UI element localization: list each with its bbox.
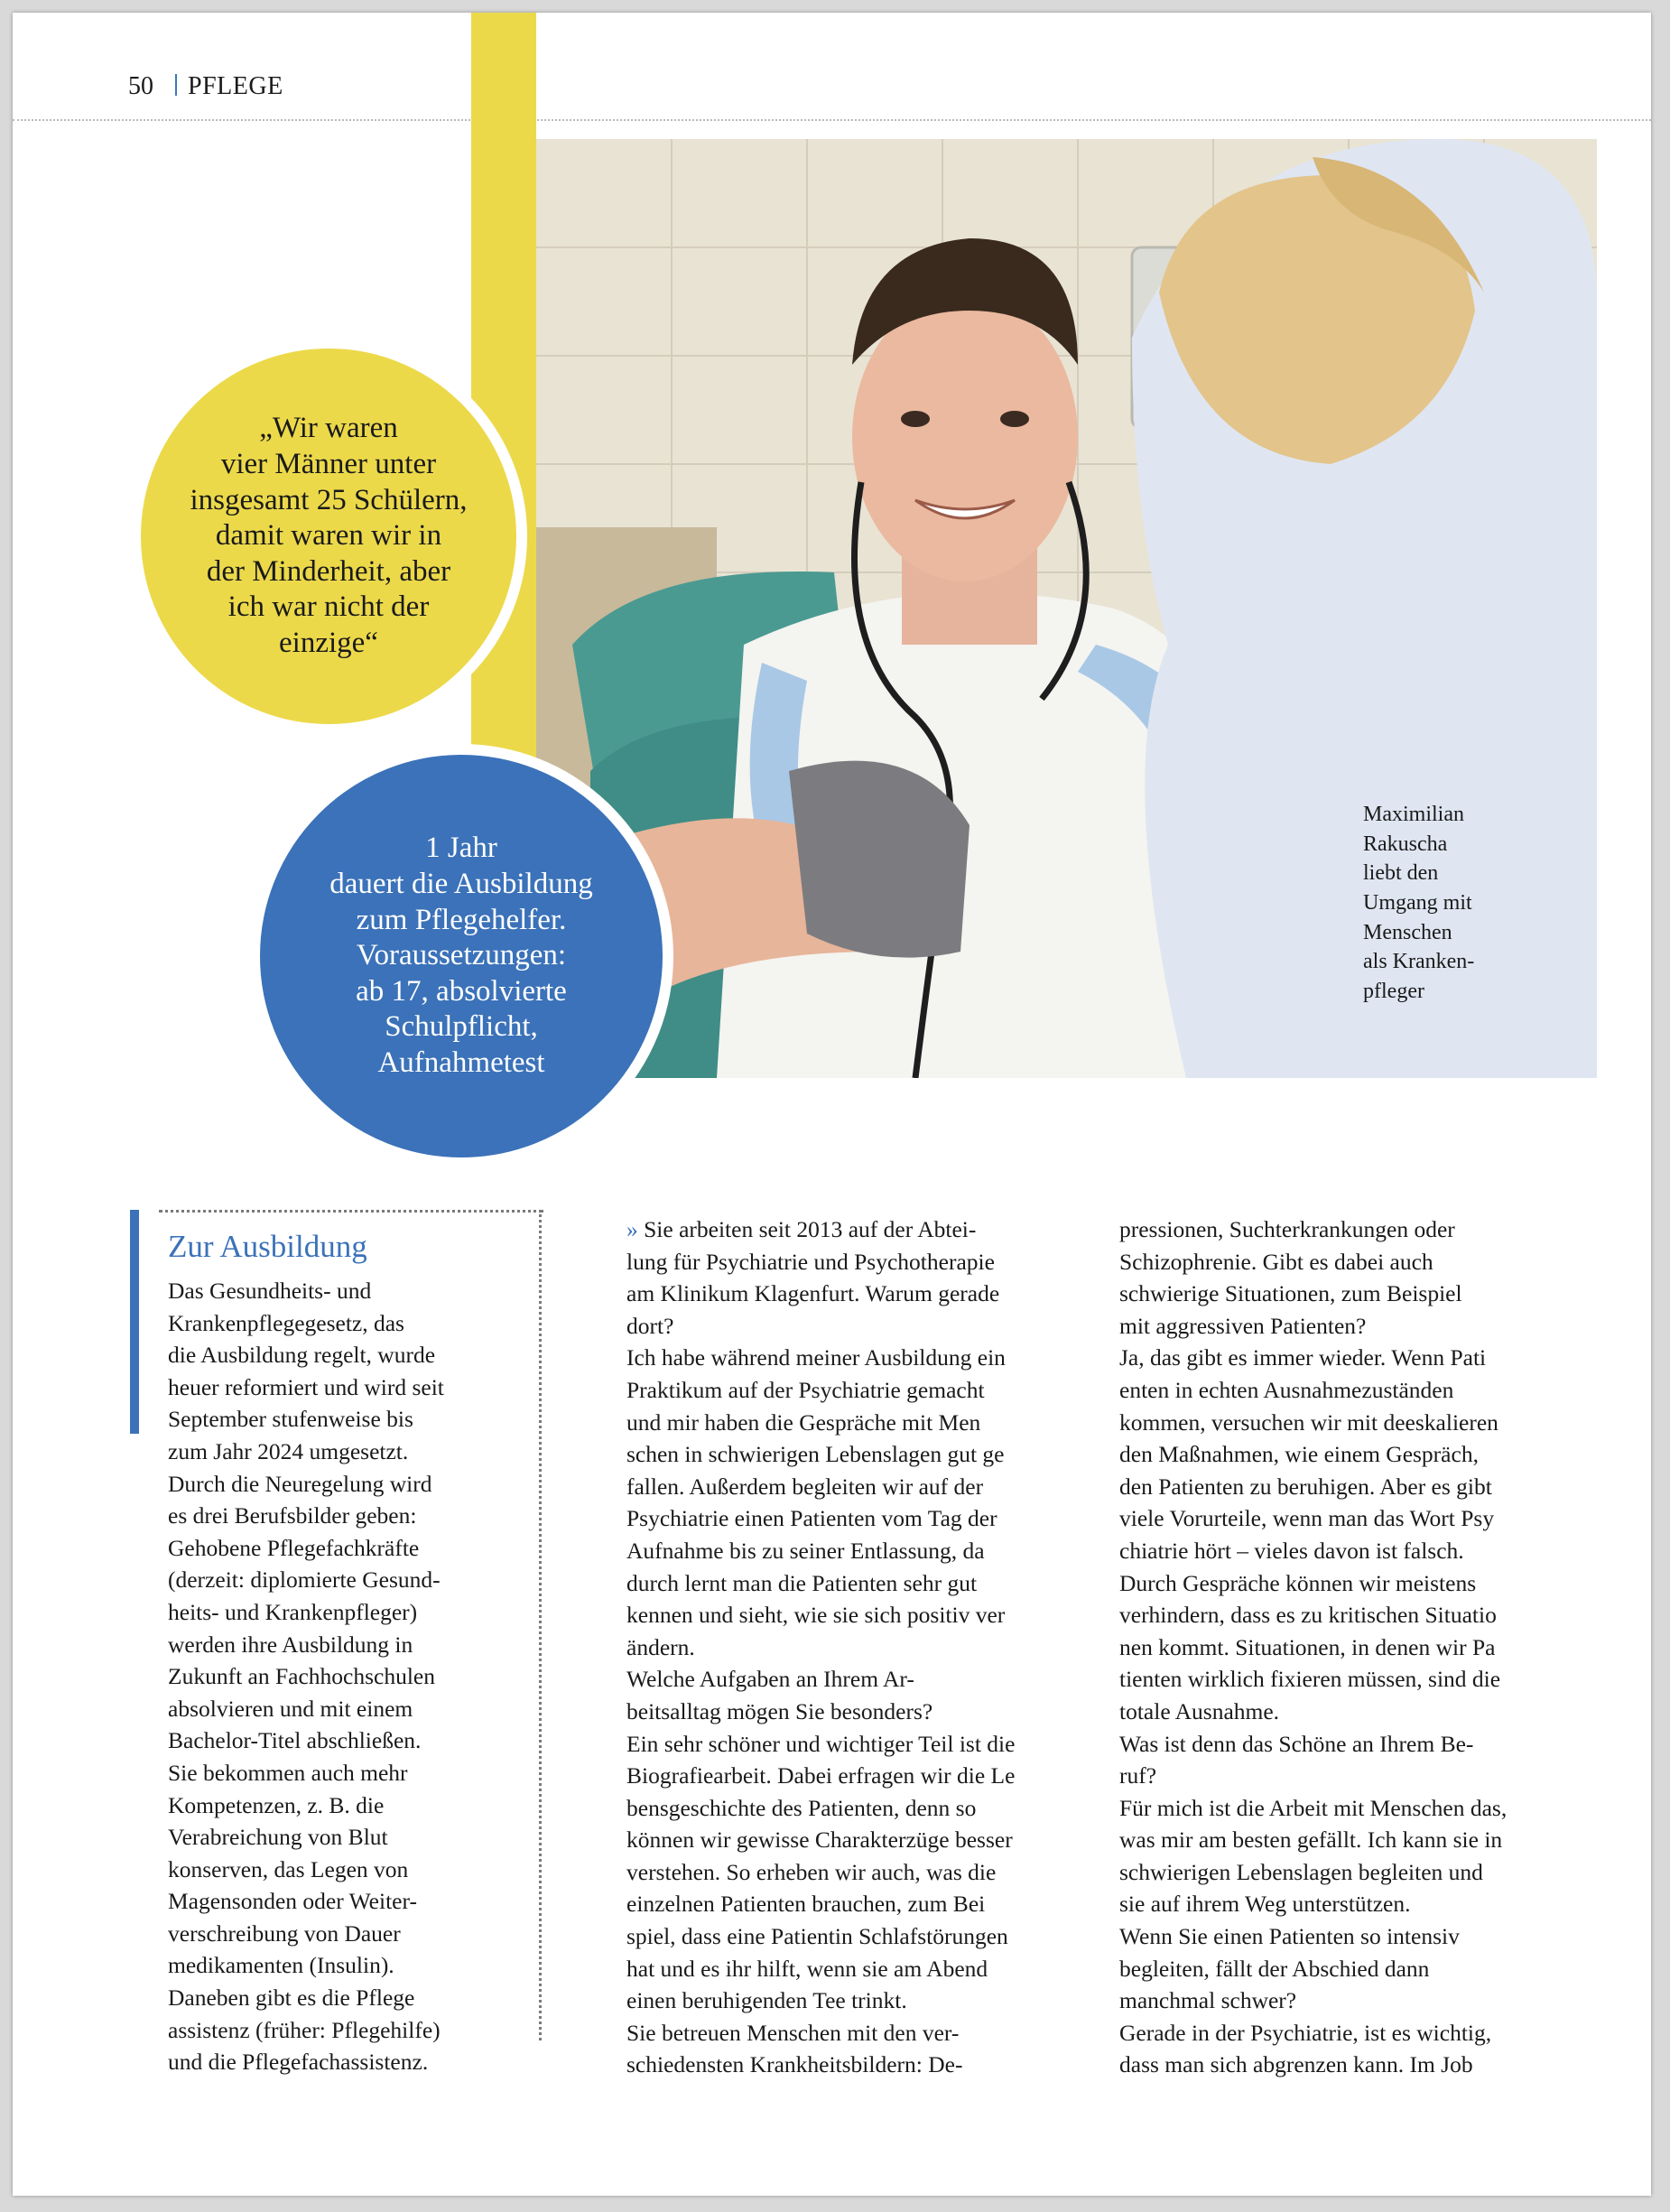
infobox-top-border [159,1210,543,1213]
photo-caption: Maximilian Rakuscha liebt den Umgang mit Menschen als Kranken- pfleger [1363,803,1475,1003]
question-marker: » [626,1216,638,1242]
article-column-2 [626,1213,1114,2081]
magazine-page [13,13,1651,2196]
infobox-body: Das Gesundheits- und Krankenpflegegesetz, das die Ausbildung regelt, wurde heuer reformiert und wird seit September stufenweise bis zum Jahr 2024 umgesetzt. Durch die Neuregelung wird es drei Berufsbilder geben: Gehobene Pflegefachkräfte (derzeit: diplomierte Gesund- heits- und Krankenpfleger) werden ihre Ausbildung in Zukunft an Fachhochschulen absolvieren und mit einem Bachelor-Titel abschließen. Sie bekommen auch mehr Kompetenzen, z. B. die Verabreichung von Blut konserven, das Legen von Magensonden oder Weiter- verschreibung von Dauer medikamenten (Insulin). Daneben gibt es die Pflege assistenz (früher: Pflegehilfe) und die Pflegefachassistenz. [168,1278,444,2076]
article-column-2-text: Sie arbeiten seit 2013 auf der Abtei- lung für Psychiatrie und Psychotherapie am Klinikum Klagenfurt. Warum gerade dort? Ich habe während meiner Ausbildung ein Praktikum auf der Psychiatrie gemacht und mir haben die Gespräche mit Men schen in schwierigen Lebenslagen gut ge fallen. Außerdem begleiten wir auf der Psychiatrie einen Patienten vom Tag der Aufnahme bis zu seiner Entlassung, da durch lernt man die Patienten sehr gut kennen und sieht, wie sie sich positiv ver ändern. Welche Aufgaben an Ihrem Ar- beitsalltag mögen Sie besonders? Ein sehr schöner und wichtiger Teil ist die Biografiearbeit. Dabei erfragen wir die Le bensgeschichte des Patienten, denn so können wir gewisse Charakterzüge besser verstehen. So erheben wir auch, was die einzelnen Patienten brauchen, zum Bei spiel, dass eine Patientin Schlafstörungen hat und es ihr hilft, wenn sie am Abend einen beruhigenden Tee trinkt. Sie betreuen Menschen mit den ver- schiedensten Krankheitsbildern: De- [626,1216,1016,2078]
infobox-accent-bar [130,1210,139,1434]
page-header [13,13,1651,121]
pull-quote: „Wir waren vier Männer unter insgesamt 25 Schülern, damit waren wir in der Minderheit, aber ich war nicht der einzige“ [190,412,468,659]
fact-circle [249,744,673,1168]
article-column-3: pressionen, Suchterkrankungen oder Schizophrenie. Gibt es dabei auch schwierige Situationen, zum Beispiel mit aggressiven Patienten? Ja, das gibt es immer wieder. Wenn Pati enten in echten Ausnahmezuständen kommen, versuchen wir mit deeskalieren den Maßnahmen, wie einem Gespräch, den Patienten zu beruhigen. Aber es gibt viele Vorurteile, wenn man das Wort Psy chiatrie hört – vieles davon ist falsch. Durch Gespräche können wir meistens verhindern, dass es zu kritischen Situatio nen kommt. Situationen, in denen wir Pa tienten wirklich fixieren müssen, sind die totale Ausnahme. Was ist denn das Schöne an Ihrem Be- ruf? Für mich ist die Arbeit mit Menschen das, was mir am besten gefällt. Ich kann sie in schwierigen Lebenslagen begleiten und sie auf ihrem Weg unterstützen. Wenn Sie einen Patienten so intensiv begleiten, fällt der Abschied dann manchmal schwer? Gerade in der Psychiatrie, ist es wichtig, dass man sich abgrenzen kann. Im Job [1119,1216,1508,2078]
infobox-right-border [539,1210,542,2040]
section-title: PFLEGE [188,72,283,100]
infobox-title: Zur Ausbildung [168,1229,367,1264]
header-separator [175,74,177,96]
quote-circle [130,338,527,735]
fact-text: 1 Jahr dauert die Ausbildung zum Pflegehelfer. Voraussetzungen: ab 17, absolvierte Schulpflicht, Aufnahmetest [329,832,593,1079]
page-number: 50 [128,72,153,100]
